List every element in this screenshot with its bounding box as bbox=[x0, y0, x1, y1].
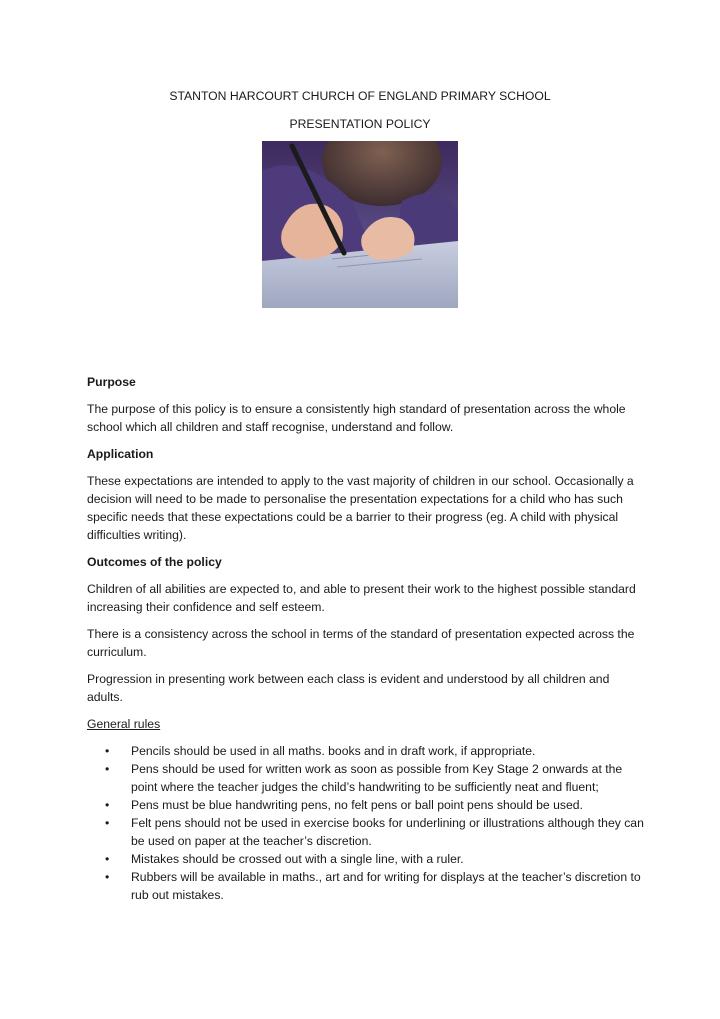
rule-text: Mistakes should be crossed out with a single line, with a ruler. bbox=[131, 852, 464, 866]
bullet-icon: • bbox=[105, 852, 110, 866]
list-item bbox=[87, 760, 647, 796]
application-heading: Application bbox=[87, 447, 154, 461]
outcomes-paragraph: There is a consistency across the school in terms of the standard of presentation expected across the curriculum. bbox=[87, 627, 635, 659]
rule-text: Pens should be used for written work as soon as possible from Key Stage 2 onwards at the point where the teacher judges the child’s handwriting to be sufficiently neat and fluent; bbox=[131, 762, 623, 794]
school-title: STANTON HARCOURT CHURCH OF ENGLAND PRIMARY SCHOOL bbox=[169, 89, 551, 103]
rule-text: Pens must be blue handwriting pens, no felt pens or ball point pens should be used. bbox=[131, 798, 583, 812]
rule-text: Rubbers will be available in maths., art and for writing for displays at the teacher’s discretion to rub out mistakes. bbox=[131, 870, 641, 902]
policy-title: PRESENTATION POLICY bbox=[289, 117, 431, 131]
list-item bbox=[87, 742, 647, 760]
bullet-icon: • bbox=[105, 816, 110, 830]
list-item bbox=[87, 850, 647, 868]
list-item bbox=[87, 796, 647, 814]
list-item bbox=[87, 868, 647, 904]
application-text: These expectations are intended to apply to the vast majority of children in our school. Occasionally a decision will need to be made to personalise the presentation expectations for a child who has such specific needs that these expectations could be a barrier to their progress (eg. A child with physical difficulties writing). bbox=[87, 474, 634, 542]
child-writing-photo bbox=[262, 141, 458, 308]
bullet-icon: • bbox=[105, 870, 110, 884]
policy-body bbox=[87, 373, 647, 904]
outcomes-paragraph: Children of all abilities are expected to, and able to present their work to the highest possible standard increasing their confidence and self esteem. bbox=[87, 582, 636, 614]
list-item bbox=[87, 814, 647, 850]
rule-text: Felt pens should not be used in exercise books for underlining or illustrations although they can be used on paper at the teacher’s discretion. bbox=[131, 816, 644, 848]
outcomes-heading: Outcomes of the policy bbox=[87, 555, 222, 569]
bullet-icon: • bbox=[105, 744, 110, 758]
purpose-text: The purpose of this policy is to ensure a consistently high standard of presentation across the whole school which all children and staff recognise, understand and follow. bbox=[87, 402, 626, 434]
purpose-heading: Purpose bbox=[87, 375, 136, 389]
general-rules-heading: General rules bbox=[87, 717, 161, 731]
general-rules-list bbox=[87, 742, 647, 904]
bullet-icon: • bbox=[105, 798, 110, 812]
bullet-icon: • bbox=[105, 762, 110, 776]
outcomes-paragraph: Progression in presenting work between each class is evident and understood by all children and adults. bbox=[87, 672, 610, 704]
rule-text: Pencils should be used in all maths. books and in draft work, if appropriate. bbox=[131, 744, 536, 758]
